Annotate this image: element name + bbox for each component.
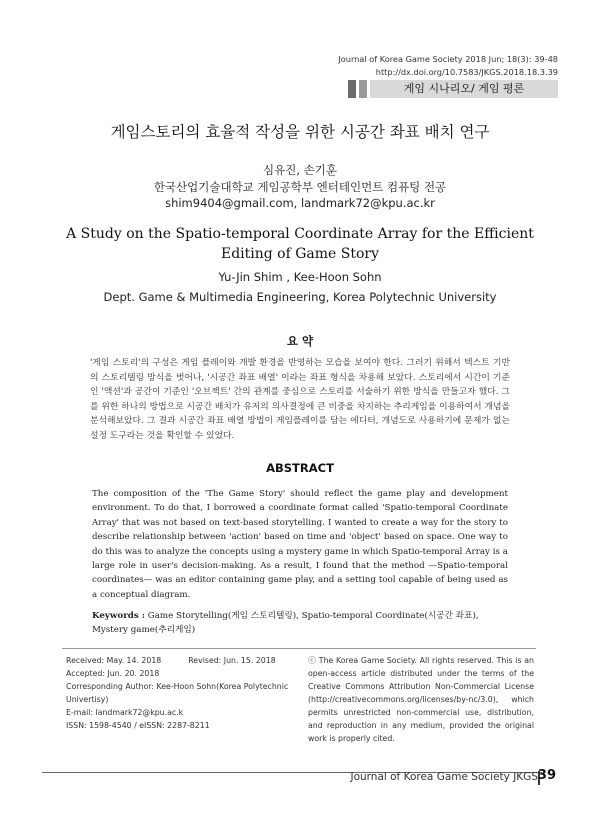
abstract-en-text: The composition of the 'The Game Story' should reflect the game play and development environment. To do that, I borrowed a coordinate format called 'Spatio-temporal Coordinate Array' that was not based on text-based storytelling. I wanted to create a way for the story to describe relationship between 'action' based on time and 'object' based on space. One way to do this was to analyze the concepts using a mystery game in which Spatio-temporal Array is a large role in user's decision-making. As a result, I found that the method —Spatio-temporal coordinates— was an editor containing game play, and a setting tool capable of being used as a conceptual diagram. (92, 489, 508, 600)
dates-row (66, 654, 294, 667)
issn: ISSN: 1598-4540 / eISSN: 2287-8211 (66, 721, 210, 730)
authors-ko: 심유진, 손기훈 (263, 163, 337, 177)
paper-title-en-line1: A Study on the Spatio-temporal Coordinate Array for the Efficient (66, 226, 534, 242)
abstract-en-heading: ABSTRACT (266, 461, 334, 475)
footer-divider (62, 648, 536, 649)
keywords (92, 609, 508, 638)
footer-journal-name: Journal of Korea Game Society JKGS (350, 771, 538, 783)
paper-title-en-line2: Editing of Game Story (220, 246, 380, 262)
keywords-label: Keywords : (92, 611, 145, 621)
paper-title-ko: 게임스토리의 효율적 작성을 위한 시공간 좌표 배치 연구 (110, 123, 490, 141)
category-label: 게임 시나리오/ 게임 평론 (370, 80, 558, 98)
keywords-text: Game Storytelling(게임 스토리텔링), Spatio-temporal Coordinate(시공간 좌표), Mystery game(추리게임) (92, 611, 479, 636)
abstract-ko-text: '게임 스토리'의 구성은 게임 플레이와 개발 환경을 반영하는 모습을 보여야 한다. 그러기 위해서 텍스트 기반의 스토리텔링 방식을 벗어나, '시공간 좌표 배열' 이라는 좌표 형식을 차용해 보았다. 스토리에서 시간이 기준인 '액션'과 공간이 기준인 '오브젝트' 간의 관계를 중심으로 스토리를 서술하기 위한 방식을 만들고자 했다. 그를 위한 하나의 방법으로 시공간 배치가 유저의 의사결정에 큰 비중을 차지하는 추리게임을 이용하여서 개념을 분석해보았다. 그 결과 시공간 좌표 배열 방법이 게임플레이를 담는 에디터, 개념도로 사용하기에 문제가 없는 설정 도구라는 것을 확인할 수 있었다. (90, 358, 510, 441)
corresponding-author: Corresponding Author: Kee-Hoon Sohn(Korea Polytechnic (66, 682, 289, 691)
author-emails: shim9404@gmail.com, landmark72@kpu.ac.kr (165, 196, 435, 210)
category-bar-dark (348, 80, 356, 98)
corresponding-author-affiliation: Univertisy) (66, 695, 109, 704)
category-bar-light (359, 80, 367, 98)
doi-link[interactable]: http://dx.doi.org/10.7583/JKGS.2018.18.3.39 (375, 67, 558, 77)
paper-title-en (0, 224, 600, 264)
accepted-date: Accepted: Jun. 20. 2018 (66, 669, 160, 678)
affiliation-en: Dept. Game & Multimedia Engineering, Korea Polytechnic University (103, 290, 497, 304)
license-notice: ⓒ The Korea Game Society. All rights reserved. This is an open-access article distributed under the terms of the Creative Commons Attribution Non-Commercial License (http://creativecommons.org/licenses/by-nc/3.0), which permits unrestricted non-commercial use, distribution, and reproduction in any medium, provided the original work is properly cited. (308, 656, 534, 743)
journal-info: Journal of Korea Game Society 2018 Jun; 18(3): 39-48 (338, 54, 558, 64)
revised-date: Revised: Jun. 15. 2018 (188, 656, 276, 665)
article-history (66, 654, 294, 732)
corresponding-email: E-mail: landmark72@kpu.ac.k (66, 708, 184, 717)
abstract-ko-heading: 요 약 (286, 334, 314, 348)
affiliation-ko: 한국산업기술대학교 게임공학부 엔터테인먼트 컴퓨팅 전공 (153, 180, 447, 194)
authors-en: Yu-Jin Shim , Kee-Hoon Sohn (218, 270, 382, 284)
page-number: 39 (537, 768, 556, 783)
received-date: Received: May. 14. 2018 (66, 656, 162, 665)
